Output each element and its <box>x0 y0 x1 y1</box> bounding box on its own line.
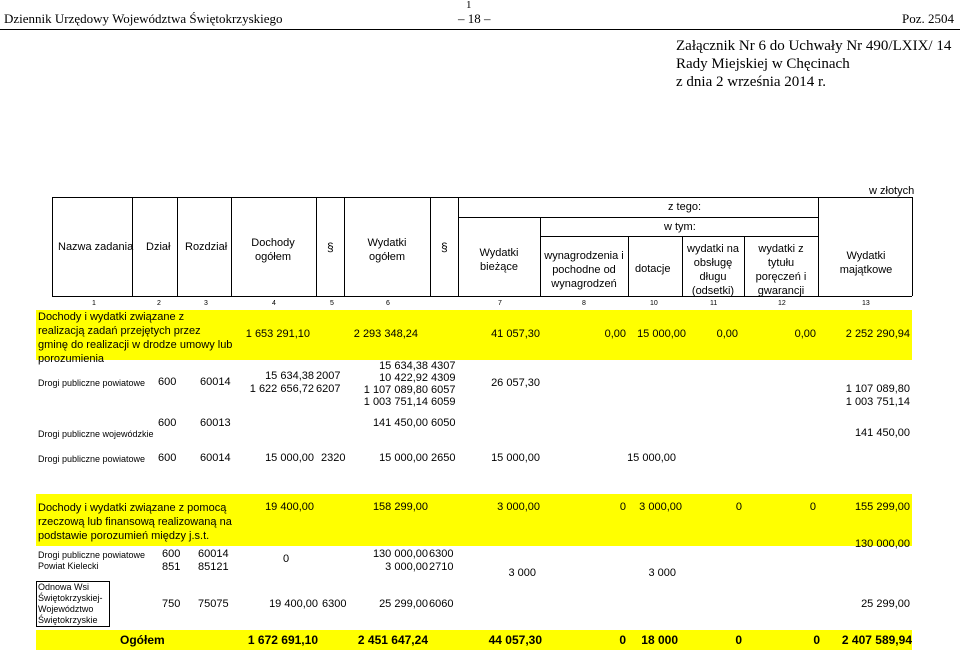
col-header-zadanie: Nazwa zadania <box>58 241 134 253</box>
section1-dochody: 1 653 291,10 <box>245 328 310 340</box>
section1-biezace: 41 057,30 <box>491 328 540 340</box>
row-name: Województwo <box>38 604 94 614</box>
col-header-dotacje: dotacje <box>635 263 671 275</box>
total-biezace: 44 057,30 <box>488 633 542 647</box>
col-header-obsluga: wydatki na obsługę długu (odsetki) <box>687 243 739 297</box>
section2-title: Dochody i wydatki związane z pomocą rzeczową lub finansową realizowaną na podstawie porozumień między j.s.t. <box>38 502 232 542</box>
total-dotacje: 18 000 <box>641 633 678 647</box>
section1-wydatki: 2 293 348,24 <box>353 328 418 340</box>
col-header-wynagrodzenia: wynagrodzenia i pochodne od wynagrodzeń <box>544 250 624 290</box>
section1-poreczenia: 0,00 <box>794 328 816 340</box>
total-majatkowe: 2 407 589,94 <box>841 633 912 647</box>
row-name: Drogi publiczne powiatowe <box>38 454 146 464</box>
attachment-line3: z dnia 2 września 2014 r. <box>676 74 826 90</box>
total-poreczenia: 0 <box>813 633 820 647</box>
col-header-biezace: Wydatki bieżące <box>479 247 519 273</box>
total-label: Ogółem <box>120 633 165 647</box>
row-name: Drogi publiczne powiatowe <box>38 550 146 560</box>
col-header-par1: § <box>327 240 334 254</box>
header-rule <box>0 29 960 30</box>
section2-biezace: 3 000,00 <box>497 501 540 513</box>
col-header-w-tym: w tym: <box>664 221 696 233</box>
col-header-z-tego: z tego: <box>668 201 702 213</box>
section1-dotacje: 15 000,00 <box>637 328 686 340</box>
section2-wynagrodzenia: 0 <box>619 501 626 513</box>
page-number: – 18 – <box>458 11 491 26</box>
page-number-small: 1 <box>466 0 472 11</box>
currency-note: w złotych <box>869 185 915 197</box>
total-obsluga: 0 <box>735 633 742 647</box>
section1-majatkowe: 2 252 290,94 <box>845 328 910 340</box>
attachment-line2: Rady Miejskiej w Chęcinach <box>676 56 850 72</box>
section2-dotacje: 3 000,00 <box>639 501 682 513</box>
total-wynagrodzenia: 0 <box>619 633 626 647</box>
section2-obsluga: 0 <box>735 501 742 513</box>
col-header-dochody: Dochody ogółem <box>251 237 295 263</box>
section2-majatkowe: 155 299,00 <box>854 501 910 513</box>
section2-wydatki: 158 299,00 <box>372 501 428 513</box>
col-header-dzial: Dział <box>146 241 171 253</box>
section1-wynagrodzenia: 0,00 <box>604 328 626 340</box>
row-name: Odnowa Wsi <box>38 582 90 592</box>
col-header-wydatki: Wydatki ogółem <box>367 237 407 263</box>
row-name: Świętokrzyskiej- <box>38 593 103 603</box>
section2-dochody: 19 400,00 <box>265 501 314 513</box>
section2-poreczenia: 0 <box>809 501 816 513</box>
row-name: Drogi publiczne wojewódzkie <box>38 429 154 439</box>
col-header-poreczenia: wydatki z tytułu poręczeń i gwarancji <box>755 243 807 297</box>
total-dochody: 1 672 691,10 <box>247 633 318 647</box>
section1-title: Dochody i wydatki związane z realizacją zadań przejętych przez gminę do realizacji w drodze umowy lub porozumienia <box>38 311 233 365</box>
odnowa-box-right <box>109 581 110 626</box>
section1-obsluga: 0,00 <box>716 328 738 340</box>
row-name: Drogi publiczne powiatowe <box>38 378 146 388</box>
col-header-rozdzial: Rozdział <box>185 241 228 253</box>
position-number: Poz. 2504 <box>902 11 954 26</box>
attachment-line1: Załącznik Nr 6 do Uchwały Nr 490/LXIX/ 14 <box>676 38 952 54</box>
row-name: Powiat Kielecki <box>38 561 99 571</box>
odnowa-box-bottom <box>36 626 110 627</box>
total-wydatki: 2 451 647,24 <box>357 633 428 647</box>
col-header-par2: § <box>441 240 448 254</box>
col-header-majatkowe: Wydatki majątkowe <box>839 250 893 276</box>
row-name: Świętokrzyskie <box>38 615 98 625</box>
odnowa-box-left <box>36 581 37 626</box>
journal-title: Dziennik Urzędowy Województwa Świętokrzyskiego <box>4 11 283 26</box>
